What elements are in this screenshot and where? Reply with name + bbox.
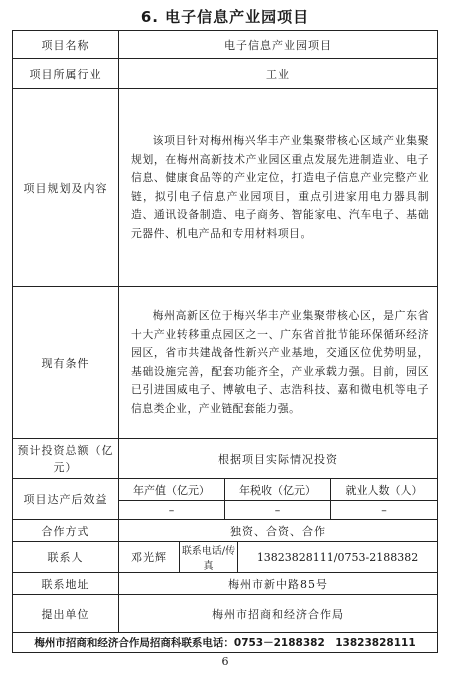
- benefit-value-output: –: [119, 501, 225, 519]
- cooperation-value: 独资、合资、合作: [119, 520, 438, 542]
- row-cooperation: [13, 520, 438, 542]
- conditions-label: 现有条件: [13, 287, 119, 439]
- submitter-label: 提出单位: [13, 595, 119, 633]
- row-benefits: [13, 479, 438, 520]
- contact-name: 邓光辉: [119, 542, 180, 573]
- row-conditions: [13, 287, 438, 439]
- benefit-header-output: 年产值（亿元）: [119, 479, 225, 501]
- row-investment: [13, 439, 438, 479]
- benefits-cell: [119, 479, 438, 520]
- investment-value: 根据项目实际情况投资: [119, 439, 438, 479]
- project-table: [12, 30, 438, 653]
- benefit-header-tax: 年税收（亿元）: [225, 479, 331, 501]
- row-footer: [13, 633, 438, 653]
- benefit-header-jobs: 就业人数（人）: [331, 479, 437, 501]
- row-address: [13, 573, 438, 595]
- conditions-content: 梅州高新区位于梅兴华丰产业集聚带核心区，是广东省十大产业转移重点园区之一、广东省首批节能环保循环经济园区，省市共建战备性新兴产业基地，交通区位优势明显，基础设施完善，配套功能齐全，产业承载力强。目前，园区已引进国威电子、博敏电子、志浩科技、嘉和微电机等电子信息类企业，产业链配套能力强。: [119, 287, 438, 439]
- row-industry: [13, 59, 438, 89]
- submitter-value: 梅州市招商和经济合作局: [119, 595, 438, 633]
- page-title: 6. 电子信息产业园项目: [140, 8, 310, 26]
- row-submitter: [13, 595, 438, 633]
- row-plan: [13, 89, 438, 287]
- plan-content: 该项目针对梅州梅兴华丰产业集聚带核心区域产业集聚规划，在梅州高新技术产业园区重点发展先进制造业、电子信息、健康食品等的产业定位，打造电子信息产业完整产业链，拟引电子信息产业园项目，重点引进家用电力器具制造、通讯设备制造、电子商务、智能家电、汽车电子、基础元器件、机电产品和专用材料项目。: [119, 89, 438, 287]
- benefits-label: 项目达产后效益: [13, 479, 119, 520]
- benefits-grid: [119, 479, 437, 519]
- benefit-value-tax: –: [225, 501, 331, 519]
- row-project-name: [13, 31, 438, 59]
- benefit-value-jobs: –: [381, 503, 387, 517]
- address-label: 联系地址: [13, 573, 119, 595]
- row-contact: [13, 542, 438, 573]
- investment-label: 预计投资总额（亿元）: [13, 439, 119, 479]
- contact-footer: 梅州市招商和经济合作局招商科联系电话：0753－2188382 13823828111: [13, 633, 438, 653]
- page-number: 6: [221, 655, 229, 668]
- contact-phone-label: 联系电话/传真: [180, 542, 238, 573]
- address-value: 梅州市新中路85号: [119, 573, 438, 595]
- cooperation-label: 合作方式: [13, 520, 119, 542]
- contact-phone-value: 13823828111/0753-2188382: [238, 542, 438, 573]
- project-name-value: 电子信息产业园项目: [119, 31, 438, 59]
- plan-label: 项目规划及内容: [13, 89, 119, 287]
- project-name-label: 项目名称: [13, 31, 119, 59]
- industry-label: 项目所属行业: [13, 59, 119, 89]
- contact-label: 联系人: [13, 542, 119, 573]
- industry-value: 工业: [119, 59, 438, 89]
